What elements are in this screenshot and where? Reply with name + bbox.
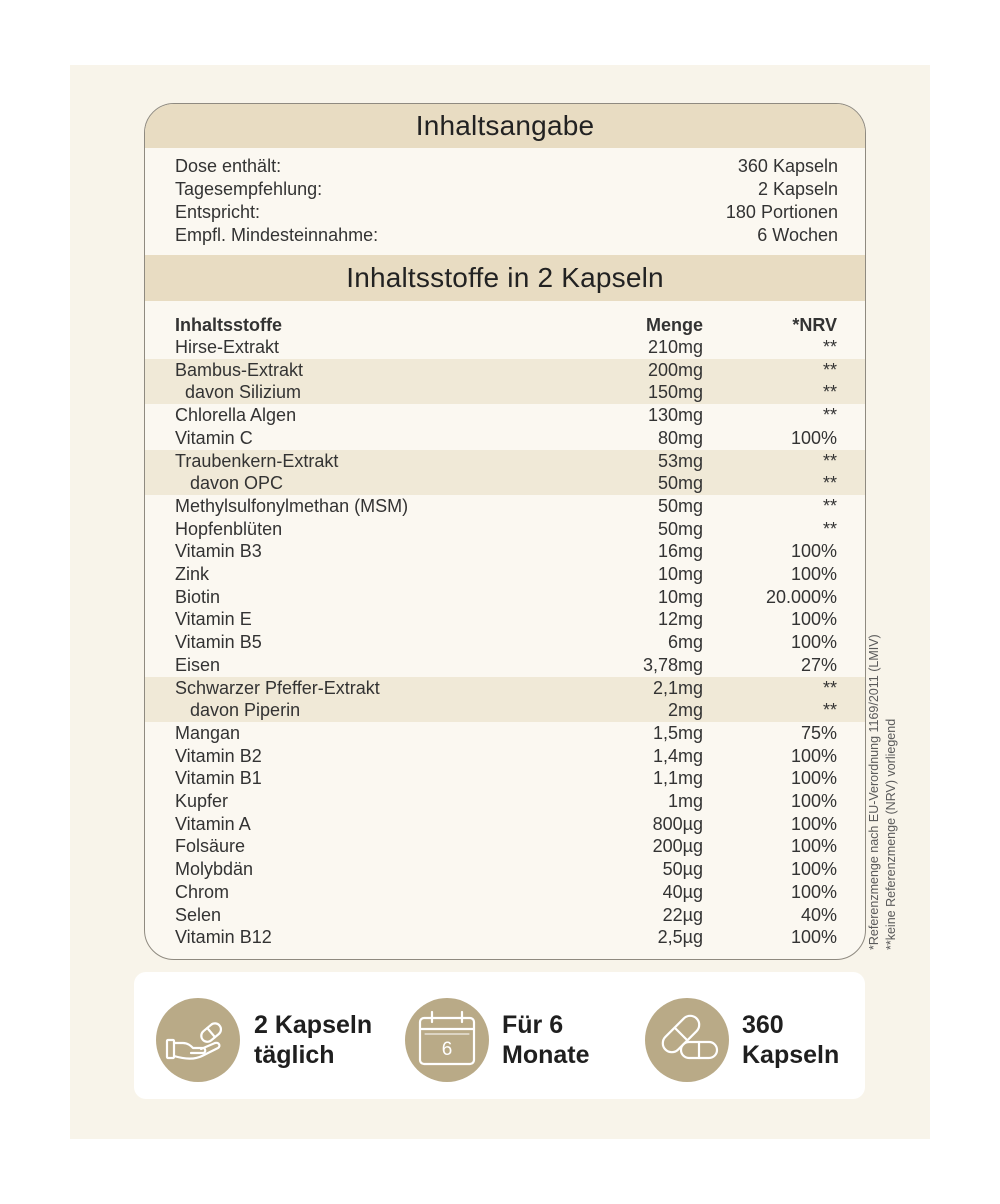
column-header-name: Inhaltsstoffe	[175, 315, 283, 335]
feature-line-1: 2 Kapseln	[254, 1011, 373, 1039]
info-label: Dose enthält:	[175, 156, 282, 176]
ingredient-name: Methylsulfonylmethan (MSM)	[175, 495, 409, 516]
ingredient-amount: 1,4mg	[652, 745, 703, 766]
ingredient-name: davon OPC	[190, 473, 284, 494]
table-row	[145, 563, 865, 586]
info-value: 180 Portionen	[725, 202, 838, 222]
ingredient-name: Eisen	[175, 654, 221, 675]
ingredient-amount: 800µg	[652, 813, 703, 834]
ingredient-name: Chrom	[175, 881, 230, 902]
info-value: 2 Kapseln	[757, 179, 838, 199]
ingredient-name: Folsäure	[175, 836, 246, 857]
ingredient-amount: 200µg	[652, 836, 703, 857]
ingredient-amount: 50mg	[657, 495, 703, 516]
feature-line-2: Kapseln	[742, 1041, 840, 1069]
feature-line-2: Monate	[502, 1041, 590, 1069]
table-row	[145, 926, 865, 949]
ingredient-nrv: 100%	[790, 927, 837, 948]
ingredient-name: Kupfer	[175, 791, 229, 811]
feature-text	[502, 1010, 590, 1070]
info-row	[145, 178, 865, 201]
ingredient-amount: 150mg	[647, 382, 703, 403]
ingredient-amount: 50mg	[657, 473, 703, 494]
ingredient-name: Vitamin B12	[175, 927, 272, 948]
table-row	[145, 586, 865, 609]
ingredient-amount: 2,5µg	[657, 927, 703, 948]
ingredient-nrv: 100%	[790, 564, 837, 584]
nutrition-card	[144, 103, 866, 960]
header-title: Inhaltsangabe	[145, 104, 865, 148]
ingredient-nrv: **	[822, 677, 837, 698]
ingredient-nrv: 100%	[790, 745, 837, 766]
calendar-icon	[405, 998, 489, 1082]
ingredient-amount: 1,5mg	[652, 722, 703, 743]
hand-capsule-icon	[156, 998, 240, 1082]
ingredient-nrv: **	[822, 700, 837, 721]
ingredient-nrv: 100%	[790, 427, 837, 448]
table-row	[145, 608, 865, 631]
ingredient-amount: 80mg	[657, 427, 703, 448]
ingredient-nrv: 100%	[790, 791, 837, 811]
ingredient-amount: 12mg	[657, 609, 703, 630]
ingredient-nrv: 100%	[790, 881, 837, 902]
ingredient-amount: 130mg	[647, 405, 703, 426]
ingredient-nrv: 40%	[800, 904, 837, 925]
table-row	[145, 881, 865, 904]
column-header-nrv: *NRV	[792, 315, 837, 335]
info-value: 6 Wochen	[757, 225, 838, 245]
ingredient-name: Vitamin B2	[175, 745, 262, 766]
ingredient-amount: 2,1mg	[652, 677, 703, 698]
footnote-nrv: *Referenzmenge nach EU-Verordnung 1169/2011 (LMIV)	[867, 634, 881, 950]
table-row	[145, 472, 865, 495]
ingredient-name: Vitamin C	[175, 427, 253, 448]
ingredient-amount: 22µg	[662, 904, 703, 925]
ingredient-nrv: **	[822, 518, 837, 539]
table-row	[145, 767, 865, 790]
ingredient-nrv: **	[822, 382, 837, 403]
feature-line-2: täglich	[254, 1041, 335, 1069]
table-row	[145, 404, 865, 427]
ingredient-name: Vitamin E	[175, 609, 252, 630]
info-label: Tagesempfehlung:	[175, 179, 323, 199]
feature-duration	[405, 972, 625, 1099]
ingredient-name: davon Silizium	[185, 382, 302, 403]
info-label: Empfl. Mindesteinnahme:	[175, 225, 379, 245]
info-value: 360 Kapseln	[737, 156, 838, 176]
ingredient-name: Biotin	[175, 586, 221, 607]
table-row	[145, 518, 865, 541]
ingredient-nrv: 100%	[790, 541, 837, 562]
ingredient-amount: 2mg	[667, 700, 703, 721]
ingredient-amount: 3,78mg	[642, 654, 703, 675]
table-row	[145, 745, 865, 768]
ingredient-amount: 16mg	[657, 541, 703, 562]
ingredient-name: Zink	[175, 564, 210, 584]
table-row	[145, 904, 865, 927]
table-row	[145, 381, 865, 404]
table-row	[145, 813, 865, 836]
ingredient-nrv: 100%	[790, 609, 837, 630]
feature-line-1: 360	[742, 1011, 784, 1039]
column-header-amount: Menge	[645, 315, 703, 335]
info-row	[145, 224, 865, 247]
table-row	[145, 699, 865, 722]
info-row	[145, 201, 865, 224]
ingredient-nrv: 100%	[790, 768, 837, 789]
table-header	[145, 314, 865, 337]
ingredient-amount: 1mg	[667, 791, 703, 811]
table-row	[145, 427, 865, 450]
ingredient-name: Hopfenblüten	[175, 518, 283, 539]
ingredient-nrv: 100%	[790, 632, 837, 653]
ingredient-name: Mangan	[175, 722, 241, 743]
calendar-number: 6	[441, 1039, 453, 1060]
ingredient-name: Molybdän	[175, 859, 254, 880]
info-label: Entspricht:	[175, 202, 261, 222]
table-row	[145, 336, 865, 359]
ingredient-name: Schwarzer Pfeffer-Extrakt	[175, 677, 380, 698]
ingredient-name: Vitamin B3	[175, 541, 262, 562]
feature-capsule-count	[645, 972, 845, 1099]
ingredient-amount: 10mg	[657, 564, 703, 584]
table-row	[145, 359, 865, 382]
ingredient-nrv: 75%	[800, 722, 837, 743]
ingredient-name: Bambus-Extrakt	[175, 359, 304, 380]
feature-daily-dose	[156, 972, 386, 1099]
table-row	[145, 722, 865, 745]
table-row	[145, 450, 865, 473]
feature-text	[254, 1010, 372, 1070]
ingredient-name: Hirse-Extrakt	[175, 337, 280, 357]
ingredient-amount: 1,1mg	[652, 768, 703, 789]
table-row	[145, 677, 865, 700]
table-row	[145, 654, 865, 677]
capsules-icon	[645, 998, 729, 1082]
table-row	[145, 495, 865, 518]
ingredient-name: Selen	[175, 904, 222, 925]
table-row	[145, 631, 865, 654]
ingredient-amount: 40µg	[662, 881, 703, 902]
table-row	[145, 858, 865, 881]
ingredient-name: davon Piperin	[190, 700, 301, 721]
ingredient-name: Vitamin B1	[175, 768, 262, 789]
ingredient-nrv: **	[822, 359, 837, 380]
table-row	[145, 540, 865, 563]
footnotes	[866, 590, 914, 950]
info-row	[145, 155, 865, 178]
ingredient-amount: 6mg	[667, 632, 703, 653]
table-row	[145, 790, 865, 813]
ingredient-name: Chlorella Algen	[175, 405, 297, 426]
ingredient-nrv: 27%	[800, 654, 837, 675]
ingredient-amount: 10mg	[657, 586, 703, 607]
ingredient-amount: 210mg	[647, 337, 703, 357]
feature-line-1: Für 6	[502, 1011, 564, 1039]
feature-bar	[134, 972, 865, 1099]
ingredient-amount: 200mg	[647, 359, 703, 380]
ingredient-amount: 50mg	[657, 518, 703, 539]
ingredient-nrv: 100%	[790, 813, 837, 834]
ingredient-name: Traubenkern-Extrakt	[175, 450, 339, 471]
ingredient-name: Vitamin A	[175, 813, 251, 834]
ingredient-amount: 50µg	[662, 859, 703, 880]
ingredient-nrv: **	[822, 495, 837, 516]
feature-text	[742, 1010, 839, 1070]
footnote-no-nrv: **keine Referenzmenge (NRV) vorliegend	[884, 718, 898, 950]
ingredient-nrv: **	[822, 337, 837, 357]
ingredient-nrv: **	[822, 473, 837, 494]
ingredient-nrv: **	[822, 405, 837, 426]
ingredient-nrv: **	[822, 450, 837, 471]
table-row	[145, 835, 865, 858]
ingredient-nrv: 20.000%	[765, 586, 837, 607]
ingredient-nrv: 100%	[790, 836, 837, 857]
ingredient-amount: 53mg	[657, 450, 703, 471]
ingredient-nrv: 100%	[790, 859, 837, 880]
ingredients-title: Inhaltsstoffe in 2 Kapseln	[145, 255, 865, 301]
ingredient-name: Vitamin B5	[175, 632, 262, 653]
